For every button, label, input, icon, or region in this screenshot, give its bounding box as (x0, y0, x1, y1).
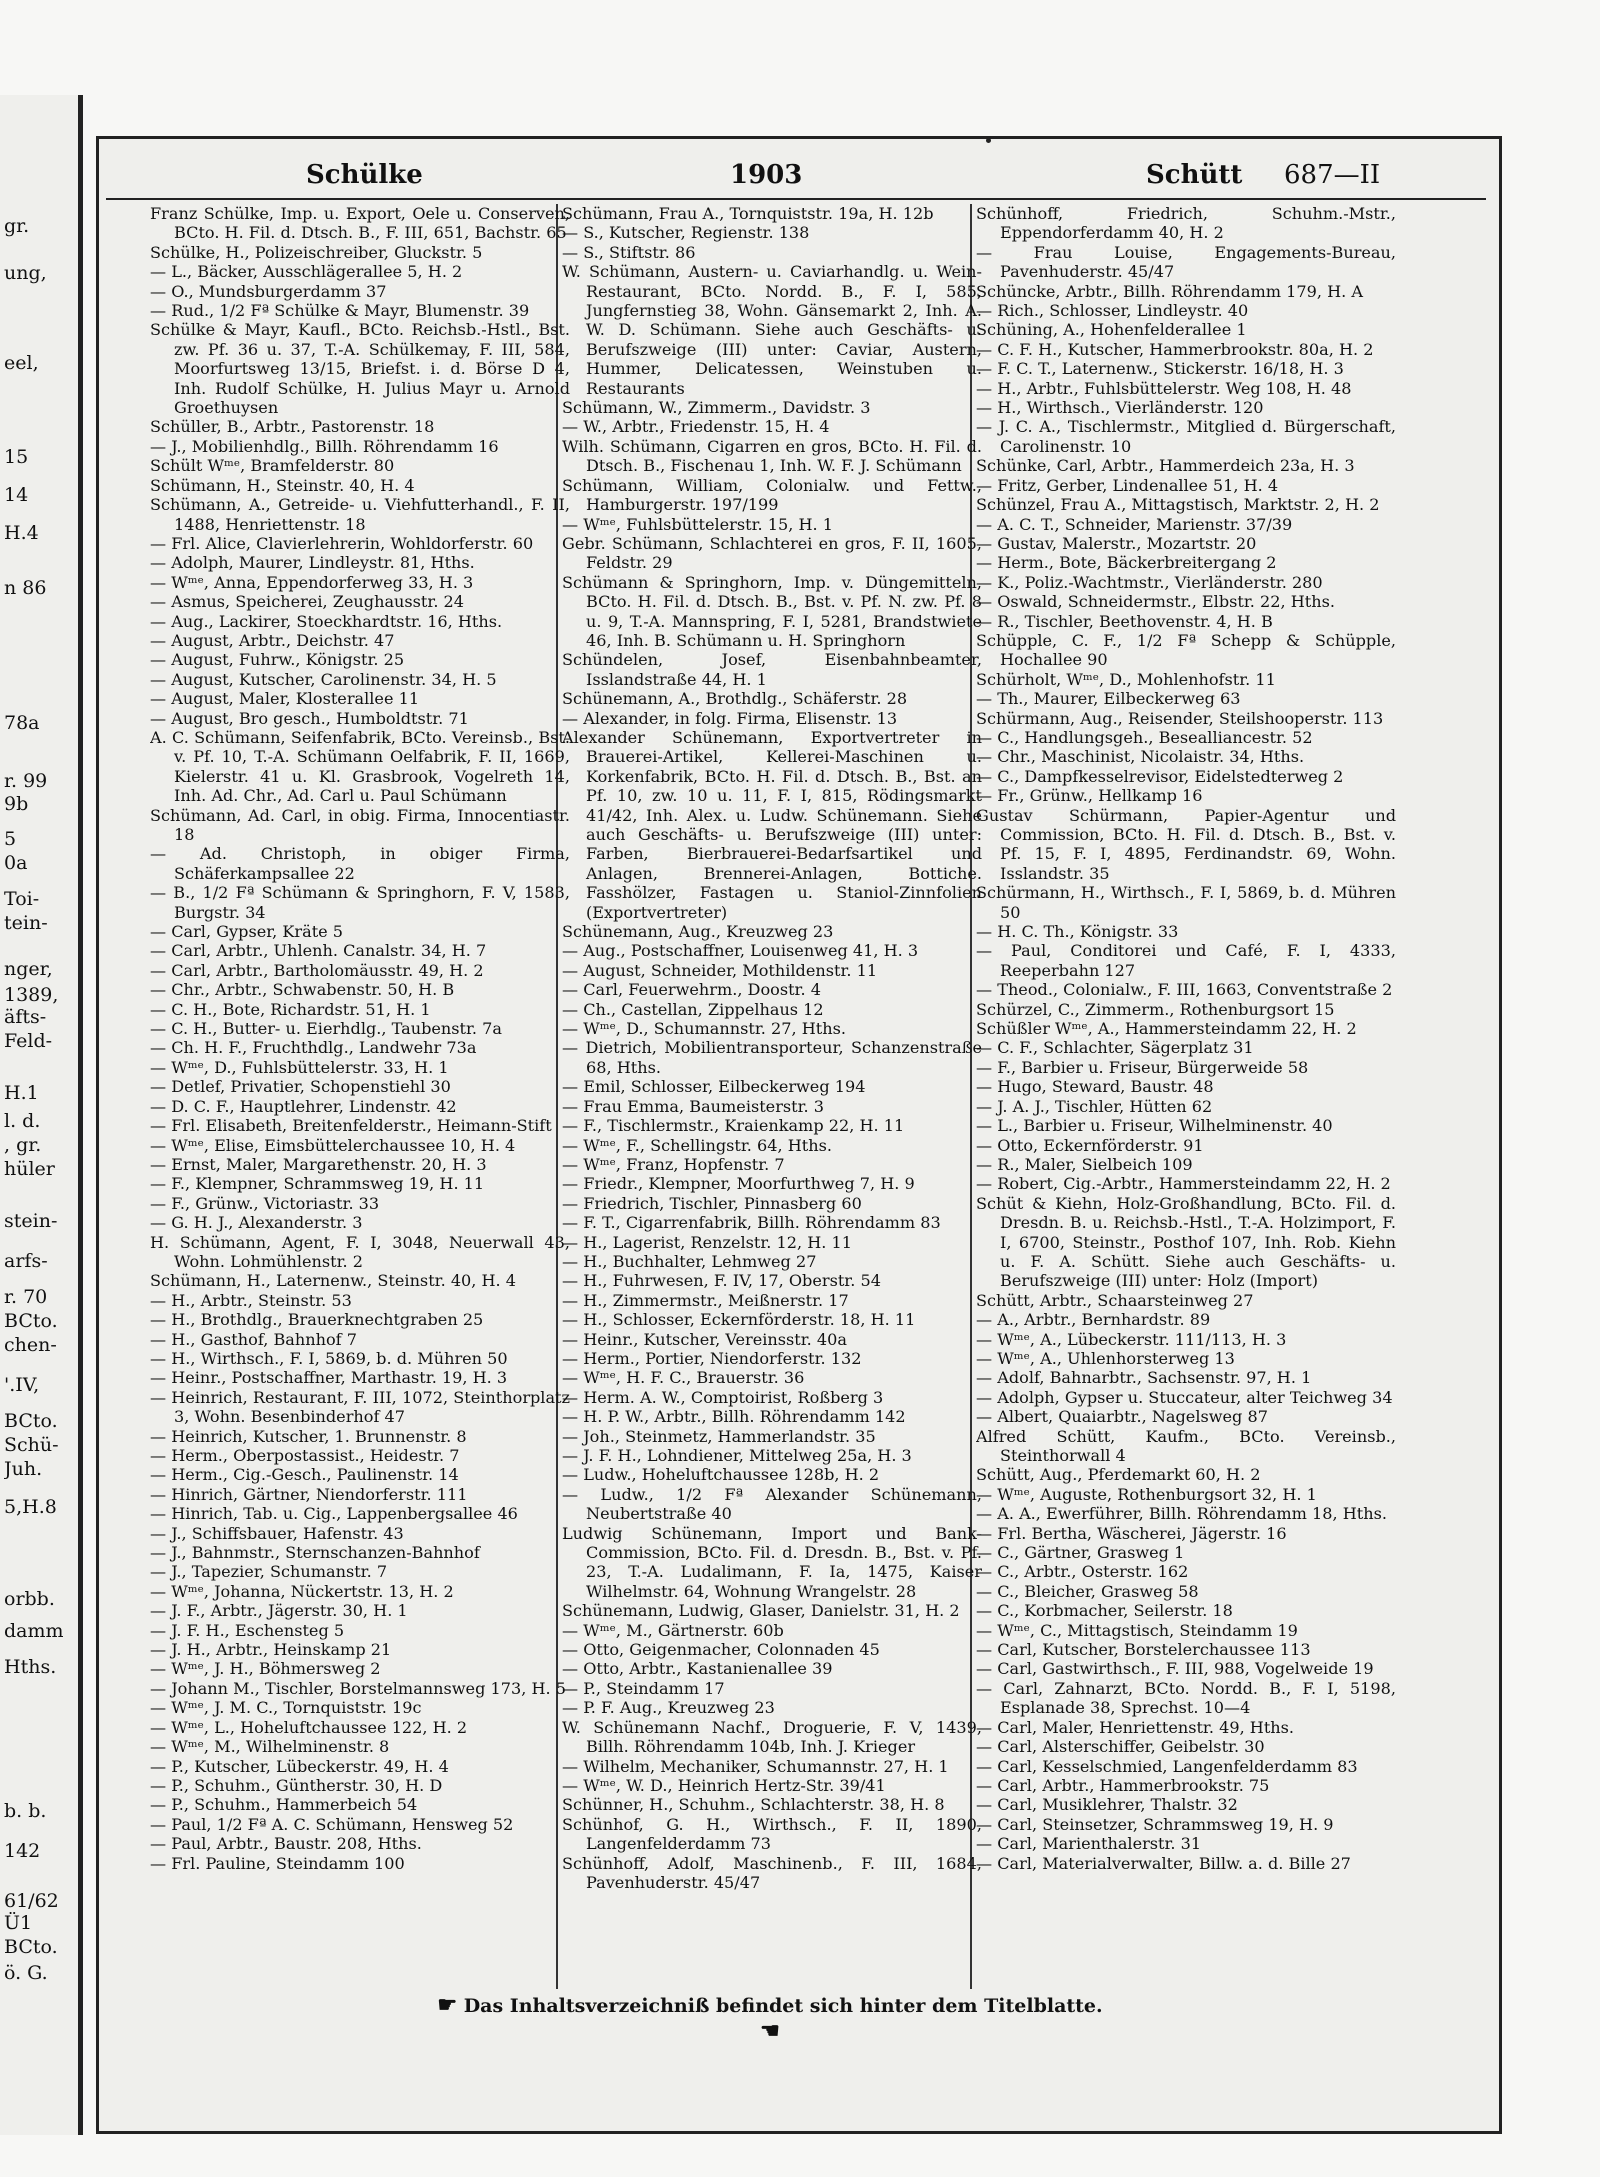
previous-page-fragment: orbb. (4, 1588, 55, 1610)
directory-entry: — P., Schuhm., Güntherstr. 30, H. D (150, 1775, 443, 1795)
directory-entry: W. Schünemann Nachf., Droguerie, F. V, 1439, Billh. Röhrendamm 104b, Inh. J. Krieger (562, 1717, 982, 1757)
previous-page-fragment: ö. G. (4, 1962, 48, 1984)
previous-page-fragment: H.4 (4, 522, 39, 544)
directory-entry: — H., Arbtr., Fuhlsbüttelerstr. Weg 108, H. 48 (976, 378, 1352, 398)
directory-entry: — Ludw., Hoheluftchaussee 128b, H. 2 (562, 1465, 880, 1485)
directory-entry: — Frl. Elisabeth, Breitenfelderstr., Heimann-Stift (150, 1116, 552, 1136)
directory-entry: — L., Barbier u. Friseur, Wilhelminenstr. 40 (976, 1116, 1333, 1136)
directory-entry: — W., Arbtr., Friedenstr. 15, H. 4 (562, 417, 830, 437)
directory-entry: Schüncke, Arbtr., Billh. Röhrendamm 179, H. A (976, 281, 1364, 301)
directory-entry: — F. C. T., Laternenw., Stickerstr. 16/18, H. 3 (976, 359, 1344, 379)
directory-entry: Schürholt, Wᵐᵉ, D., Mohlenhofstr. 11 (976, 669, 1276, 689)
directory-entry: — H. C. Th., Königstr. 33 (976, 922, 1179, 942)
page-header (106, 160, 1486, 200)
directory-entry: Schünhoff, Adolf, Maschinenb., F. III, 1684, Pavenhuderstr. 45/47 (562, 1853, 982, 1892)
directory-entry: — Herm., Cig.-Gesch., Paulinenstr. 14 (150, 1465, 459, 1485)
directory-entry: — Herm. A. W., Comptoirist, Roßberg 3 (562, 1387, 884, 1407)
directory-entry: — Carl, Kutscher, Borstelerchaussee 113 (976, 1640, 1311, 1660)
directory-entry: — P. F. Aug., Kreuzweg 23 (562, 1698, 775, 1718)
directory-entry: — C., Handlungsgeh., Besealliancestr. 52 (976, 727, 1313, 747)
directory-entry: — Hinrich, Tab. u. Cig., Lappenbergsallee 46 (150, 1504, 518, 1524)
directory-entry: — Theod., Colonialw., F. III, 1663, Conventstraße 2 (976, 980, 1393, 1000)
directory-entry: — Rich., Schlosser, Lindleystr. 40 (976, 301, 1249, 321)
previous-page-fragment: l. d. (4, 1110, 41, 1132)
directory-entry: — D. C. F., Hauptlehrer, Lindenstr. 42 (150, 1096, 457, 1116)
directory-entry: — Gustav, Malerstr., Mozartstr. 20 (976, 533, 1257, 553)
previous-page-fragment: b. b. (4, 1800, 47, 1822)
previous-page-fragment: Toi- (4, 888, 40, 910)
directory-entry: Schünemann, Aug., Kreuzweg 23 (562, 922, 834, 942)
directory-entry: — Wᵐᵉ, H. F. C., Brauerstr. 36 (562, 1368, 805, 1388)
directory-entry: Schürzel, C., Zimmerm., Rothenburgsort 15 (976, 999, 1335, 1019)
directory-entry: Schümann, W., Zimmerm., Davidstr. 3 (562, 398, 871, 418)
page-dot (986, 138, 991, 143)
directory-entry: — Fr., Grünw., Hellkamp 16 (976, 786, 1203, 806)
directory-entry: — C. F. H., Kutscher, Hammerbrookstr. 80a, H. 2 (976, 339, 1374, 359)
directory-entry: — Wᵐᵉ, C., Mittagstisch, Steindamm 19 (976, 1620, 1298, 1640)
page-footer (430, 1992, 1110, 2044)
header-right-name: Schütt (1146, 160, 1243, 190)
previous-page-fragment: damm (4, 1620, 64, 1642)
previous-page-fragment: BCto. (4, 1410, 58, 1432)
previous-page-fragment: H.1 (4, 1082, 39, 1104)
directory-entry: — August, Schneider, Mothildenstr. 11 (562, 960, 878, 980)
directory-entry: — Wᵐᵉ, L., Hoheluftchaussee 122, H. 2 (150, 1717, 468, 1737)
directory-entry: — Wᵐᵉ, J. M. C., Tornquiststr. 19c (150, 1698, 422, 1718)
header-year: 1903 (730, 160, 803, 190)
directory-entry: — Fritz, Gerber, Lindenallee 51, H. 4 (976, 475, 1279, 495)
directory-entry: — J., Schiffsbauer, Hafenstr. 43 (150, 1523, 404, 1543)
directory-entry: — Carl, Gastwirthsch., F. III, 988, Vogelweide 19 (976, 1659, 1374, 1679)
directory-entry: — H., Arbtr., Steinstr. 53 (150, 1290, 352, 1310)
directory-entry: — August, Maler, Klosterallee 11 (150, 689, 420, 709)
previous-page-fragment: arfs- (4, 1250, 48, 1272)
directory-entry: — Wᵐᵉ, Anna, Eppendorferweg 33, H. 3 (150, 572, 474, 592)
directory-entry: — Friedrich, Tischler, Pinnasberg 60 (562, 1193, 862, 1213)
directory-entry: — Heinr., Postschaffner, Marthastr. 19, H. 3 (150, 1368, 508, 1388)
previous-page-fragment: r. 70 (4, 1286, 48, 1308)
directory-entry: Schülke & Mayr, Kaufl., BCto. Reichsb.-Hstl., Bst. zw. Pf. 36 u. 37, T.-A. Schülkemay, F. III, 584, Moorfurtsweg 13/15, Briefst. i. d. Börse D 4, Inh. Rudolf Schülke, H. Julius Mayr u. Arnold Groethuysen (150, 320, 570, 418)
directory-entry: Franz Schülke, Imp. u. Export, Oele u. Conserven, BCto. H. Fil. d. Dtsch. B., F. III, 651, Bachstr. 65 (150, 204, 570, 243)
directory-entry: — B., 1/2 Fª Schümann & Springhorn, F. V, 1583, Burgstr. 34 (150, 883, 570, 922)
directory-entry: — Albert, Quaiarbtr., Nagelsweg 87 (976, 1407, 1268, 1427)
directory-entry: — H., Wirthsch., Vierländerstr. 120 (976, 398, 1264, 418)
directory-entry: — Herm., Oberpostassist., Heidestr. 7 (150, 1446, 460, 1465)
directory-entry: — Paul, Conditorei und Café, F. I, 4333, Reeperbahn 127 (976, 941, 1396, 980)
directory-entry: — A., Arbtr., Bernhardstr. 89 (976, 1310, 1211, 1330)
directory-entry: — Otto, Geigenmacher, Colonnaden 45 (562, 1640, 880, 1660)
previous-page-fragment: Schü- (4, 1434, 59, 1456)
previous-page-fragment: 0a (4, 852, 28, 874)
directory-entry: — Aug., Postschaffner, Louisenweg 41, H. 3 (562, 941, 919, 961)
previous-page-fragment: nger, (4, 958, 53, 980)
directory-entry: — P., Schuhm., Hammerbeich 54 (150, 1795, 418, 1815)
directory-entry: — J. F., Arbtr., Jägerstr. 30, H. 1 (150, 1601, 408, 1621)
directory-entry: — Carl, Arbtr., Hammerbrookstr. 75 (976, 1775, 1270, 1795)
previous-page-fragment: stein- (4, 1210, 58, 1232)
directory-entry: — R., Tischler, Beethovenstr. 4, H. B (976, 611, 1273, 631)
directory-entry: — Carl, Arbtr., Uhlenh. Canalstr. 34, H. 7 (150, 941, 487, 961)
directory-entry: Schümann, A., Getreide- u. Viehfutterhandl., F. II, 1488, Henriettenstr. 18 (150, 495, 570, 534)
directory-entry: — Paul, Arbtr., Baustr. 208, Hths. (150, 1834, 422, 1854)
directory-entry: — Adolph, Maurer, Lindleystr. 81, Hths. (150, 553, 475, 573)
directory-entry: — P., Steindamm 17 (562, 1678, 725, 1698)
directory-entry: — J. C. A., Tischlermstr., Mitglied d. Bürgerschaft, Carolinenstr. 10 (976, 417, 1396, 456)
pointing-hand-icon: ☛ (437, 1992, 458, 2018)
directory-entry: — Joh., Steinmetz, Hammerlandstr. 35 (562, 1426, 876, 1446)
directory-entry: — Wᵐᵉ, A., Uhlenhorsterweg 13 (976, 1348, 1235, 1368)
directory-entry: — H. P. W., Arbtr., Billh. Röhrendamm 142 (562, 1407, 906, 1427)
directory-entry: — F., Grünw., Victoriastr. 33 (150, 1193, 380, 1213)
directory-entry: — Friedr., Klempner, Moorfurthweg 7, H. 9 (562, 1174, 915, 1194)
directory-entry: — C., Dampfkesselrevisor, Eidelstedterweg 2 (976, 766, 1344, 786)
directory-entry: — Carl, Materialverwalter, Billw. a. d. Bille 27 (976, 1853, 1351, 1873)
directory-entry: — Heinr., Kutscher, Vereinsstr. 40a (562, 1329, 847, 1349)
directory-entry: — C. H., Butter- u. Eierhdlg., Taubenstr. 7a (150, 1019, 502, 1039)
directory-entry: Schünke, Carl, Arbtr., Hammerdeich 23a, H. 3 (976, 456, 1355, 476)
previous-page-fragment: Ü1 (4, 1912, 33, 1934)
pointing-hand-icon: ☚ (760, 2018, 780, 2044)
directory-entry: Gustav Schürmann, Papier-Agentur und Commission, BCto. H. Fil. d. Dtsch. B., Bst. v. Pf. 15, F. I, 4895, Ferdinandstr. 69, Wohn. Isslandstr. 35 (976, 805, 1396, 883)
directory-entry: — Ernst, Maler, Margarethenstr. 20, H. 3 (150, 1154, 487, 1174)
directory-entry: — Wᵐᵉ, Franz, Hopfenstr. 7 (562, 1154, 785, 1174)
previous-page-fragment: , gr. (4, 1134, 42, 1156)
directory-entry: — H., Zimmermstr., Meißnerstr. 17 (562, 1290, 849, 1310)
directory-entry: — Carl, Gypser, Kräte 5 (150, 922, 344, 942)
directory-entry: — Wᵐᵉ, D., Fuhlsbüttelerstr. 33, H. 1 (150, 1057, 449, 1077)
directory-entry: — J. H., Arbtr., Heinskamp 21 (150, 1640, 392, 1660)
directory-entry: — Wᵐᵉ, M., Gärtnerstr. 60b (562, 1620, 784, 1640)
directory-entry: — Carl, Kesselschmied, Langenfelderdamm 83 (976, 1756, 1358, 1776)
directory-entry: — Adolf, Bahnarbtr., Sachsenstr. 97, H. 1 (976, 1368, 1312, 1388)
directory-entry: Schütt, Arbtr., Schaarsteinweg 27 (976, 1290, 1254, 1310)
directory-entry: — Carl, Zahnarzt, BCto. Nordd. B., F. I, 5198, Esplanade 38, Sprechst. 10—4 (976, 1678, 1396, 1718)
directory-entry: — Ch. H. F., Fruchthdlg., Landwehr 73a (150, 1038, 477, 1058)
previous-page-fragment: äfts- (4, 1006, 47, 1028)
directory-column-1 (150, 204, 570, 1989)
directory-entry: Schüßler Wᵐᵉ, A., Hammersteindamm 22, H. 2 (976, 1019, 1357, 1039)
directory-entry: — J. F. H., Lohndiener, Mittelweg 25a, H. 3 (562, 1446, 912, 1465)
previous-page-fragment: 14 (4, 484, 29, 506)
directory-entry: — Carl, Steinsetzer, Schrammsweg 19, H. 9 (976, 1814, 1334, 1834)
directory-entry: — Johann M., Tischler, Borstelmannsweg 173, H. 5 (150, 1678, 566, 1698)
directory-entry: — Wᵐᵉ, Elise, Eimsbüttelerchaussee 10, H. 4 (150, 1135, 516, 1155)
directory-entry: — Hinrich, Gärtner, Niendorferstr. 111 (150, 1484, 468, 1504)
directory-entry: — H., Lagerist, Renzelstr. 12, H. 11 (562, 1232, 852, 1252)
directory-entry: — J., Tapezier, Schumanstr. 7 (150, 1562, 388, 1582)
directory-entry: W. Schümann, Austern- u. Caviarhandlg. u. Wein-Restaurant, BCto. Nordd. B., F. I, 585, Jungfernstieg 38, Wohn. Gänsemarkt 2, Inh. A. W. D. Schümann. Siehe auch Geschäfts- u. Berufszweige (III) unter: Caviar, Austern, Hummer, Delicatessen, Weinstuben u. Restaurants (562, 262, 982, 398)
previous-page-fragment: Hths. (4, 1656, 57, 1678)
directory-entry: — K., Poliz.-Wachtmstr., Vierländerstr. 280 (976, 572, 1323, 592)
directory-entry: — H., Schlosser, Eckernförderstr. 18, H. 11 (562, 1310, 916, 1330)
directory-entry: — Wᵐᵉ, D., Schumannstr. 27, Hths. (562, 1019, 846, 1039)
directory-entry: — L., Bäcker, Ausschlägerallee 5, H. 2 (150, 262, 463, 282)
page-number: 687—II (1284, 160, 1381, 190)
directory-entry: — Wᵐᵉ, Auguste, Rothenburgsort 32, H. 1 (976, 1484, 1317, 1504)
directory-entry: — F., Tischlermstr., Kraienkamp 22, H. 11 (562, 1116, 905, 1136)
directory-entry: Schünemann, Ludwig, Glaser, Danielstr. 31, H. 2 (562, 1601, 960, 1621)
directory-entry: — Carl, Musiklehrer, Thalstr. 32 (976, 1795, 1238, 1815)
directory-entry: — Emil, Schlosser, Eilbeckerweg 194 (562, 1077, 866, 1097)
directory-entry: — A. A., Ewerführer, Billh. Röhrendamm 18, Hths. (976, 1504, 1387, 1524)
directory-entry: Alexander Schünemann, Exportvertreter in Brauerei-Artikel, Kellerei-Maschinen u. Korkenfabrik, BCto. H. Fil. d. Dtsch. B., Bst. an Pf. 10, zw. 10 u. 11, F. I, 815, Rödingsmarkt 41/42, Inh. Alex. u. Ludw. Schünemann. Siehe auch Geschäfts- u. Berufszweige (III) unter: Farben, Bierbrauerei-Bedarfsartikel und Anlagen, Brennerei-Anlagen, Bottiche. Fasshölzer, Fastagen u. Staniol-Zinnfolien (Exportvertreter) (562, 727, 982, 922)
directory-entry: Schümann, H., Laternenw., Steinstr. 40, H. 4 (150, 1271, 517, 1291)
directory-entry: — Wᵐᵉ, W. D., Heinrich Hertz-Str. 39/41 (562, 1775, 886, 1795)
previous-page-fragment: 5 (4, 828, 17, 850)
directory-entry: — Carl, Alsterschiffer, Geibelstr. 30 (976, 1737, 1265, 1757)
directory-entry: Schünner, H., Schuhm., Schlachterstr. 38, H. 8 (562, 1795, 945, 1815)
directory-entry: H. Schümann, Agent, F. I, 3048, Neuerwall 43, Wohn. Lohmühlenstr. 2 (150, 1232, 570, 1271)
previous-page-fragment: 5,H.8 (4, 1496, 57, 1518)
directory-entry: — H., Brothdlg., Brauerknechtgraben 25 (150, 1310, 484, 1330)
directory-entry: Alfred Schütt, Kaufm., BCto. Vereinsb., Steinthorwall 4 (976, 1426, 1396, 1465)
directory-entry: — F., Klempner, Schrammsweg 19, H. 11 (150, 1174, 485, 1194)
directory-entry: — Wᵐᵉ, Johanna, Nückertstr. 13, H. 2 (150, 1581, 454, 1601)
directory-entry: — Adolph, Gypser u. Stuccateur, alter Teichweg 34 (976, 1387, 1393, 1407)
directory-entry: Schüller, B., Arbtr., Pastorenstr. 18 (150, 417, 435, 437)
directory-entry: Schümann, Frau A., Tornquiststr. 19a, H. 12b (562, 204, 934, 223)
directory-entry: Schüpple, C. F., 1/2 Fª Schepp & Schüpple, Hochallee 90 (976, 630, 1396, 670)
previous-page-fragment: BCto. (4, 1310, 58, 1332)
directory-entry: Schünhof, G. H., Wirthsch., F. II, 1890, Langenfelderdamm 73 (562, 1814, 982, 1854)
directory-entry: — Rud., 1/2 Fª Schülke & Mayr, Blumenstr. 39 (150, 301, 530, 321)
directory-entry: — Wᵐᵉ, A., Lübeckerstr. 111/113, H. 3 (976, 1329, 1287, 1349)
directory-entry: — Paul, 1/2 Fª A. C. Schümann, Hensweg 52 (150, 1814, 514, 1834)
directory-entry: — R., Maler, Sielbeich 109 (976, 1154, 1193, 1174)
directory-entry: — Otto, Arbtr., Kastanienallee 39 (562, 1659, 833, 1679)
previous-page-fragment: 15 (4, 446, 29, 468)
directory-entry: Schütt, Aug., Pferdemarkt 60, H. 2 (976, 1465, 1261, 1485)
directory-entry: Schümann & Springhorn, Imp. v. Düngemitteln, BCto. H. Fil. d. Dtsch. B., Bst. v. Pf. N. zw. Pf. 8 u. 9, T.-A. Mannspring, F. I, 5281, Brandstwiete 46, Inh. B. Schümann u. H. Springhorn (562, 572, 982, 650)
directory-entry: — F., Barbier u. Friseur, Bürgerweide 58 (976, 1057, 1309, 1077)
previous-page-fragment: eel, (4, 352, 39, 374)
directory-entry: Schürmann, Aug., Reisender, Steilshooperstr. 113 (976, 708, 1384, 728)
directory-entry: — Wᵐᵉ, F., Schellingstr. 64, Hths. (562, 1135, 832, 1155)
header-left-name: Schülke (306, 160, 423, 190)
directory-entry: — Aug., Lackirer, Stoeckhardtstr. 16, Hths. (150, 611, 503, 631)
directory-entry: — Oswald, Schneidermstr., Elbstr. 22, Hths. (976, 592, 1335, 612)
directory-entry: — Chr., Maschinist, Nicolaistr. 34, Hths. (976, 747, 1305, 767)
directory-entry: — C., Arbtr., Osterstr. 162 (976, 1562, 1189, 1582)
directory-entry: — O., Mundsburgerdamm 37 (150, 281, 387, 301)
directory-entry: Schündelen, Josef, Eisenbahnbeamter, Isslandstraße 44, H. 1 (562, 650, 982, 689)
directory-column-3 (976, 204, 1396, 1989)
directory-entry: — Otto, Eckernförderstr. 91 (976, 1135, 1204, 1155)
directory-entry: — J., Mobilienhdlg., Billh. Röhrendamm 16 (150, 436, 499, 456)
directory-entry: Schümann, Ad. Carl, in obig. Firma, Innocentiastr. 18 (150, 805, 570, 844)
previous-page-fragment: ung, (4, 262, 47, 284)
previous-page-fragment: 9b (4, 793, 29, 815)
directory-entry: Ludwig Schünemann, Import und Bank-Commission, BCto. Fil. d. Dresdn. B., Bst. v. Pf. 23, T.-A. Ludalimann, F. Ia, 1475, Kaiser Wilhelmstr. 64, Wohnung Wrangelstr. 28 (562, 1523, 982, 1601)
directory-entry: — Frau Louise, Engagements-Bureau, Pavenhuderstr. 45/47 (976, 242, 1396, 282)
directory-entry: — Frl. Bertha, Wäscherei, Jägerstr. 16 (976, 1523, 1287, 1543)
previous-page-fragment: n 86 (4, 577, 47, 599)
directory-entry: — Wilhelm, Mechaniker, Schumannstr. 27, H. 1 (562, 1756, 949, 1776)
directory-entry: Gebr. Schümann, Schlachterei en gros, F. II, 1605, Feldstr. 29 (562, 533, 982, 573)
directory-entry: Schümann, William, Colonialw. und Fettw., Hamburgerstr. 197/199 (562, 475, 982, 515)
previous-page-fragment: tein- (4, 912, 48, 934)
directory-entry: — C., Korbmacher, Seilerstr. 18 (976, 1601, 1233, 1621)
directory-entry: — H., Buchhalter, Lehmweg 27 (562, 1251, 817, 1271)
directory-entry: — J., Bahnmstr., Sternschanzen-Bahnhof (150, 1543, 480, 1563)
directory-entry: — Frl. Pauline, Steindamm 100 (150, 1853, 405, 1873)
directory-entry: — Ludw., 1/2 Fª Alexander Schünemann, Neubertstraße 40 (562, 1484, 982, 1524)
directory-entry: — J. F. H., Eschensteg 5 (150, 1620, 345, 1640)
directory-entry: — Wᵐᵉ, Fuhlsbüttelerstr. 15, H. 1 (562, 514, 833, 534)
directory-entry: Schürmann, H., Wirthsch., F. I, 5869, b. d. Mühren 50 (976, 883, 1396, 922)
previous-page-fragment: r. 99 (4, 770, 48, 792)
directory-entry: — Chr., Arbtr., Schwabenstr. 50, H. B (150, 980, 455, 1000)
directory-entry: A. C. Schümann, Seifenfabrik, BCto. Vereinsb., Bst. v. Pf. 10, T.-A. Schümann Oelfabrik, F. II, 1669, Kielerstr. 41 u. Kl. Grasbrook, Vogelreth 14, Inh. Ad. Chr., Ad. Carl u. Paul Schümann (150, 727, 570, 806)
directory-entry: — H., Fuhrwesen, F. IV, 17, Oberstr. 54 (562, 1271, 881, 1291)
previous-page-fragment: BCto. (4, 1936, 58, 1958)
directory-entry: — Frau Emma, Baumeisterstr. 3 (562, 1096, 825, 1116)
directory-entry: — Wᵐᵉ, M., Wilhelminenstr. 8 (150, 1737, 390, 1757)
directory-entry: — Frl. Alice, Clavierlehrerin, Wohldorferstr. 60 (150, 533, 534, 553)
directory-entry: — H., Wirthsch., F. I, 5869, b. d. Mühren 50 (150, 1348, 508, 1368)
directory-entry: — P., Kutscher, Lübeckerstr. 49, H. 4 (150, 1756, 449, 1776)
previous-page-fragment: chen- (4, 1334, 57, 1356)
previous-page-fragment: gr. (4, 215, 30, 237)
directory-entry: — S., Stiftstr. 86 (562, 242, 696, 262)
directory-entry: — August, Arbtr., Deichstr. 47 (150, 630, 395, 650)
directory-entry: — Heinrich, Restaurant, F. III, 1072, Steinthorplatz 3, Wohn. Besenbinderhof 47 (150, 1387, 570, 1427)
previous-page-fragment: '.IV, (4, 1374, 40, 1396)
footer-note: Das Inhaltsverzeichniß befindet sich hinter dem Titelblatte. (463, 1995, 1103, 2017)
directory-entry: — August, Fuhrw., Königstr. 25 (150, 650, 405, 670)
directory-entry: — J. A. J., Tischler, Hütten 62 (976, 1096, 1213, 1116)
directory-entry: — August, Kutscher, Carolinenstr. 34, H. 5 (150, 669, 497, 689)
directory-entry: — Carl, Maler, Henriettenstr. 49, Hths. (976, 1717, 1295, 1737)
previous-page-fragment: hüler (4, 1158, 55, 1180)
directory-entry: — Robert, Cig.-Arbtr., Hammersteindamm 22, H. 2 (976, 1174, 1391, 1194)
directory-entry: — A. C. T., Schneider, Marienstr. 37/39 (976, 514, 1293, 534)
directory-column-2 (562, 204, 982, 1989)
directory-entry: Schünzel, Frau A., Mittagstisch, Marktstr. 2, H. 2 (976, 495, 1380, 515)
directory-entry: — C., Bleicher, Grasweg 58 (976, 1581, 1199, 1601)
directory-entry: Schünemann, A., Brothdlg., Schäferstr. 28 (562, 689, 908, 709)
previous-page-fragment: Feld- (4, 1030, 53, 1052)
directory-entry: Schümann, H., Steinstr. 40, H. 4 (150, 475, 415, 495)
directory-entry: Schült Wᵐᵉ, Bramfelderstr. 80 (150, 456, 395, 476)
directory-entry: — G. H. J., Alexanderstr. 3 (150, 1213, 363, 1233)
directory-entry: Wilh. Schümann, Cigarren en gros, BCto. H. Fil. d. Dtsch. B., Fischenau 1, Inh. W. F. J. Schümann (562, 436, 982, 476)
directory-entry: — Carl, Feuerwehrm., Doostr. 4 (562, 980, 821, 1000)
previous-page-fragment: 142 (4, 1840, 41, 1862)
directory-entry: — C., Gärtner, Grasweg 1 (976, 1543, 1185, 1563)
previous-page-fragment: 1389, (4, 984, 59, 1006)
directory-entry: — Th., Maurer, Eilbeckerweg 63 (976, 689, 1241, 709)
directory-entry: — C. H., Bote, Richardstr. 51, H. 1 (150, 999, 431, 1019)
directory-entry: Schünhoff, Friedrich, Schuhm.-Mstr., Eppendorferdamm 40, H. 2 (976, 204, 1396, 243)
directory-entry: — S., Kutscher, Regienstr. 138 (562, 223, 810, 243)
directory-entry: — F. T., Cigarrenfabrik, Billh. Röhrendamm 83 (562, 1213, 941, 1233)
directory-entry: — Detlef, Privatier, Schopenstiehl 30 (150, 1077, 451, 1097)
directory-entry: Schüt & Kiehn, Holz-Großhandlung, BCto. Fil. d. Dresdn. B. u. Reichsb.-Hstl., T.-A. Holzimport, F. I, 6700, Steinstr., Posthof 107, Inh. Rob. Kiehn u. F. A. Schütt. Siehe auch Geschäfts- u. Berufszweige (III) unter: Holz (Import) (976, 1193, 1396, 1291)
directory-entry: — H., Gasthof, Bahnhof 7 (150, 1329, 357, 1349)
directory-entry: — Ad. Christoph, in obiger Firma, Schäferkampsallee 22 (150, 844, 570, 883)
directory-entry: — Herm., Bote, Bäckerbreitergang 2 (976, 553, 1277, 573)
directory-entry: — C. F., Schlachter, Sägerplatz 31 (976, 1038, 1254, 1058)
directory-entry: — Ch., Castellan, Zippelhaus 12 (562, 999, 824, 1019)
directory-entry: — Wᵐᵉ, J. H., Böhmersweg 2 (150, 1659, 381, 1679)
directory-entry: — Hugo, Steward, Baustr. 48 (976, 1077, 1214, 1097)
directory-entry: — Carl, Marienthalerstr. 31 (976, 1834, 1202, 1854)
previous-page-fragment: 61/62 (4, 1890, 59, 1912)
directory-entry: Schülke, H., Polizeischreiber, Gluckstr. 5 (150, 242, 483, 262)
directory-entry: — Heinrich, Kutscher, 1. Brunnenstr. 8 (150, 1426, 467, 1446)
directory-entry: Schüning, A., Hohenfelderallee 1 (976, 320, 1247, 340)
previous-page-fragment: 78a (4, 712, 40, 734)
directory-entry: — Carl, Arbtr., Bartholomäusstr. 49, H. 2 (150, 960, 484, 980)
directory-entry: — August, Bro gesch., Humboldtstr. 71 (150, 708, 469, 728)
previous-page-fragment: Juh. (4, 1458, 43, 1480)
directory-entry: — Asmus, Speicherei, Zeughausstr. 24 (150, 592, 465, 612)
directory-entry: — Dietrich, Mobilientransporteur, Schanzenstraße 68, Hths. (562, 1038, 982, 1077)
previous-page-edge (0, 95, 83, 2135)
directory-entry: — Herm., Portier, Niendorferstr. 132 (562, 1348, 862, 1368)
directory-entry: — Alexander, in folg. Firma, Elisenstr. 13 (562, 708, 898, 728)
